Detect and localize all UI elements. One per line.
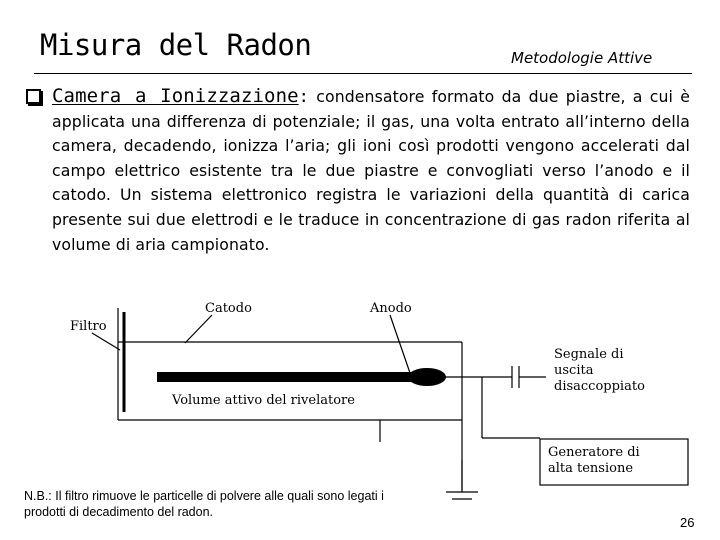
bullet-colon: : [298, 87, 309, 107]
catodo-pointer [185, 315, 212, 343]
label-volume: Volume attivo del rivelatore [172, 393, 355, 408]
anodo-pointer [390, 315, 410, 373]
filtro-pointer [92, 333, 120, 350]
label-anodo: Anodo [370, 301, 412, 316]
label-generatore-1: Generatore di [548, 445, 640, 460]
page-number: 26 [680, 515, 695, 530]
footnote: N.B.: Il filtro rimuove le particelle di polvere alle quali sono legati i prodotti di decadimento del radon. [24, 489, 384, 519]
slide-title: Misura del Radon [40, 28, 312, 62]
label-segnale-2: uscita [554, 363, 594, 378]
label-generatore-2: alta tensione [548, 461, 634, 476]
bullet-lead: Camera a Ionizzazione [52, 85, 299, 107]
bullet-text: condensatore formato da due piastre, a cui è applicata una differenza di potenziale; il gas, una volta entrato all’interno della camera, decadendo, ionizza l’aria; gli ioni così prodotti vengono accelerati dal campo elettrico esistente tra le due piastre e convogliati verso l’anodo e il catodo. Un sistema elettronico registra le variazioni della quantità di carica presente sui due elettrodi e le traduce in concentrazione di gas radon riferita al volume di aria campionato. [52, 87, 690, 254]
label-segnale-1: Segnale di [554, 347, 624, 362]
slide-subtitle: Metodologie Attive [511, 49, 653, 67]
label-catodo: Catodo [205, 301, 252, 316]
label-filtro: Filtro [70, 319, 107, 334]
anode-tip [408, 368, 446, 386]
label-segnale-3: disaccoppiato [554, 379, 645, 394]
anode-rod [157, 372, 413, 382]
